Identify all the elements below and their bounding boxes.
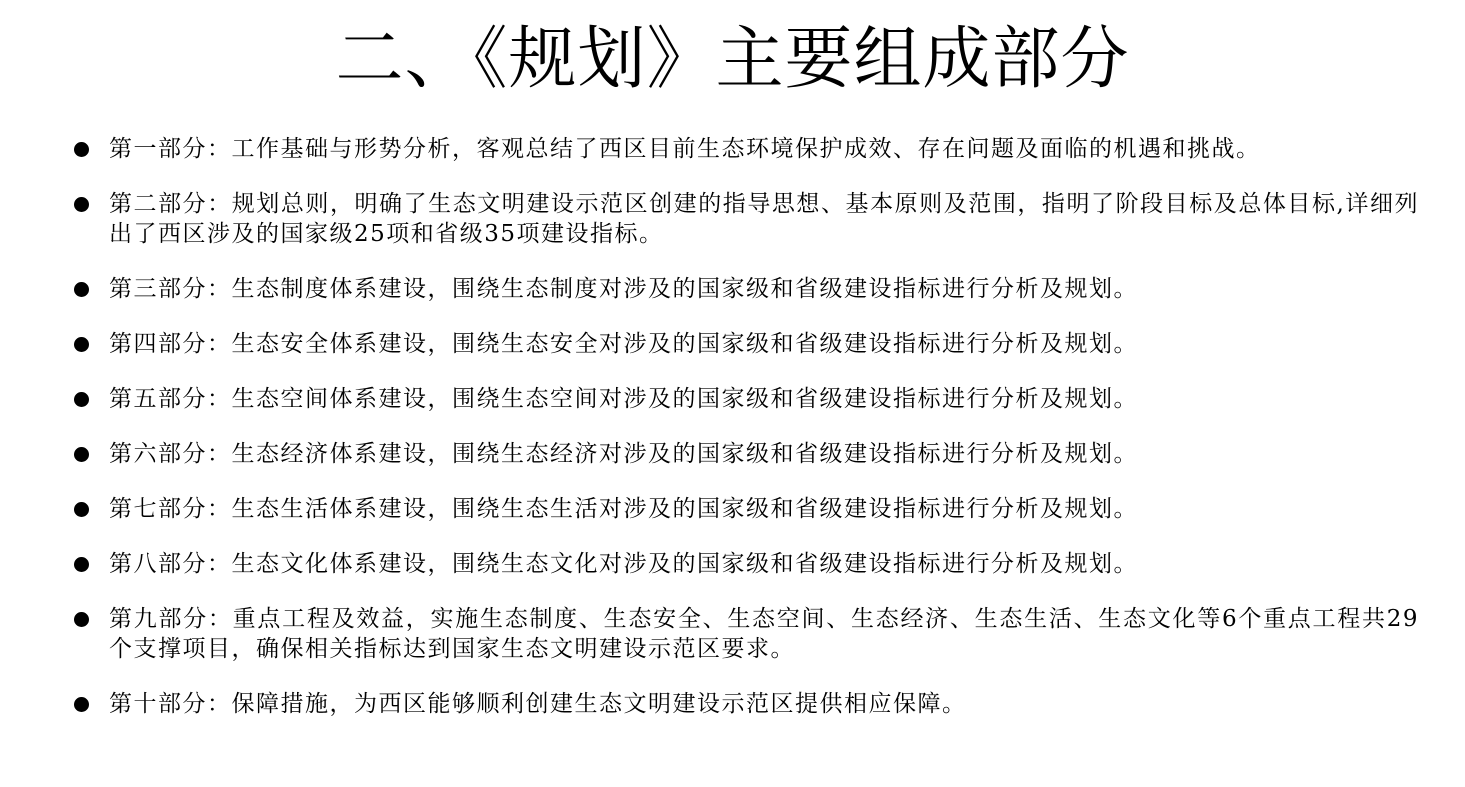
- list-item-text: 第五部分：生态空间体系建设，围绕生态空间对涉及的国家级和省级建设指标进行分析及规划。: [109, 386, 1138, 412]
- list-item: [74, 604, 1419, 664]
- bullet-icon: [74, 502, 89, 517]
- bullet-icon: [74, 282, 89, 297]
- list-item-text: 第一部分：工作基础与形势分析，客观总结了西区目前生态环境保护成效、存在问题及面临的机遇和挑战。: [109, 136, 1261, 162]
- list-item: [74, 134, 1419, 164]
- bullet-icon: [74, 392, 89, 407]
- list-item-text: 第二部分：规划总则，明确了生态文明建设示范区创建的指导思想、基本原则及范围，指明了阶段目标及总体目标,详细列出了西区涉及的国家级25项和省级35项建设指标。: [109, 191, 1419, 247]
- section-list: [74, 134, 1419, 744]
- page-title: 二、《规划》主要组成部分: [335, 20, 1130, 99]
- list-item: [74, 439, 1419, 469]
- list-item-text: 第七部分：生态生活体系建设，围绕生态生活对涉及的国家级和省级建设指标进行分析及规划。: [109, 496, 1138, 522]
- list-item-text: 第六部分：生态经济体系建设，围绕生态经济对涉及的国家级和省级建设指标进行分析及规划。: [109, 441, 1138, 467]
- list-item-text: 第十部分：保障措施，为西区能够顺利创建生态文明建设示范区提供相应保障。: [109, 691, 967, 717]
- list-item: [74, 549, 1419, 579]
- bullet-icon: [74, 557, 89, 572]
- list-item: [74, 384, 1419, 414]
- bullet-icon: [74, 142, 89, 157]
- bullet-icon: [74, 612, 89, 627]
- bullet-icon: [74, 197, 89, 212]
- bullet-icon: [74, 697, 89, 712]
- list-item: [74, 274, 1419, 304]
- list-item: [74, 189, 1419, 249]
- list-item-text: 第四部分：生态安全体系建设，围绕生态安全对涉及的国家级和省级建设指标进行分析及规划。: [109, 331, 1138, 357]
- list-item: [74, 689, 1419, 719]
- list-item: [74, 329, 1419, 359]
- list-item-text: 第八部分：生态文化体系建设，围绕生态文化对涉及的国家级和省级建设指标进行分析及规划。: [109, 551, 1138, 577]
- list-item: [74, 494, 1419, 524]
- list-item-text: 第三部分：生态制度体系建设，围绕生态制度对涉及的国家级和省级建设指标进行分析及规划。: [109, 276, 1138, 302]
- bullet-icon: [74, 337, 89, 352]
- list-item-text: 第九部分：重点工程及效益，实施生态制度、生态安全、生态空间、生态经济、生态生活、生态文化等6个重点工程共29个支撑项目，确保相关指标达到国家生态文明建设示范区要求。: [109, 606, 1419, 662]
- bullet-icon: [74, 447, 89, 462]
